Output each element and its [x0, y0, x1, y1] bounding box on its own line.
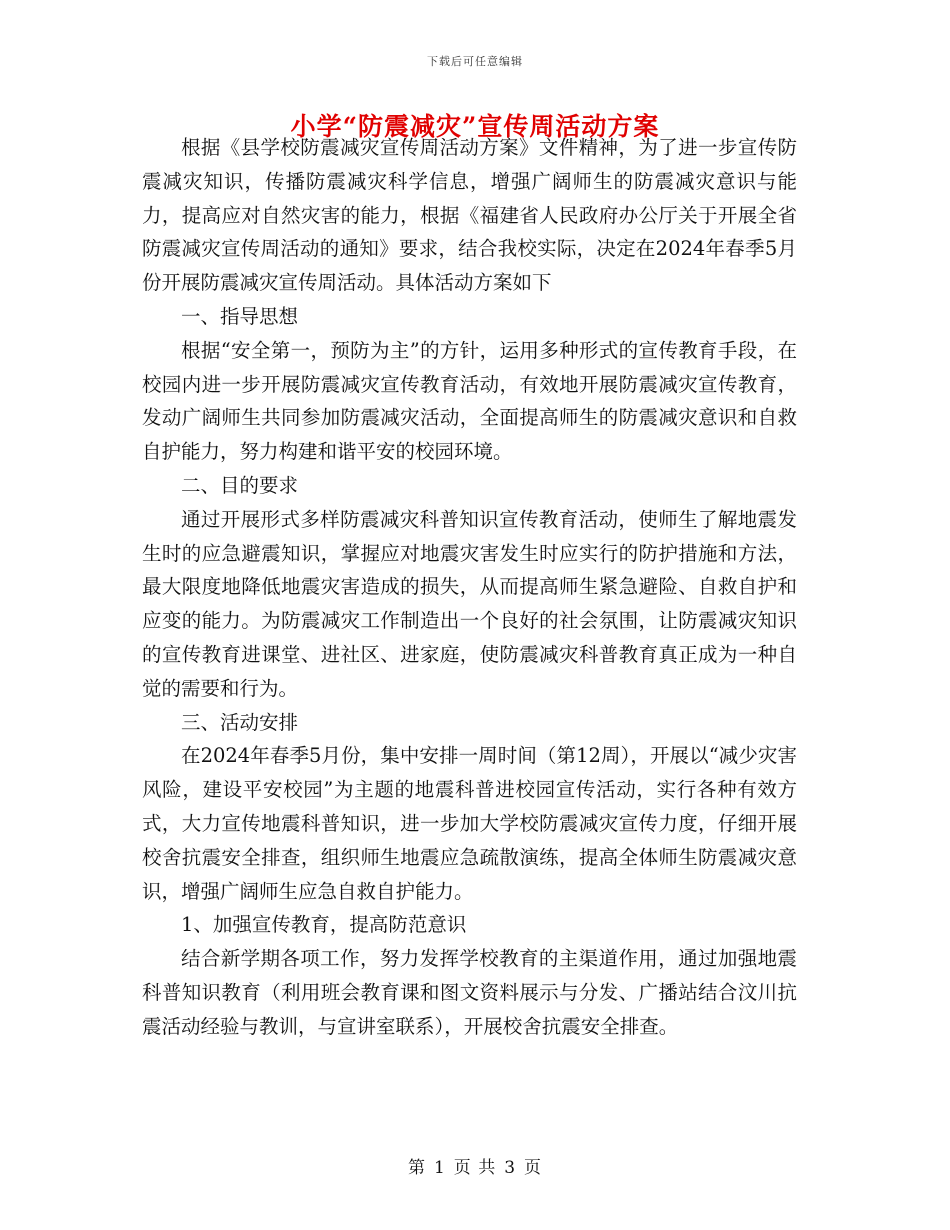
- paragraph-guiding-idea: 根据“安全第一，预防为主”的方针，运用多种形式的宣传教育手段，在校园内进一步开展防震减灾宣传教育活动，有效地开展防震减灾宣传教育，发动广阔师生共同参加防震减灾活动，全面提高师生的防震减灾意识和自救自护能力，努力构建和谐平安的校园环境。: [142, 338, 797, 464]
- paragraph-goals: 通过开展形式多样防震减灾科普知识宣传教育活动，使师生了解地震发生时的应急避震知识，掌握应对地震灾害发生时应实行的防护措施和方法，最大限度地降低地震灾害造成的损失，从而提高师生紧急避险、自救自护和应变的能力。为防震减灾工作制造出一个良好的社会氛围，让防震减灾知识的宣传教育进课堂、进社区、进家庭，使防震减灾科普教育真正成为一种自觉的需要和行为。: [142, 507, 797, 700]
- document-title: 小学“防震减灾”宣传周活动方案: [290, 112, 660, 141]
- header-note: 下载后可任意编辑: [427, 55, 523, 68]
- paragraph-education: 结合新学期各项工作，努力发挥学校教育的主渠道作用，通过加强地震科普知识教育（利用班会教育课和图文资料展示与分发、广播站结合汶川抗震活动经验与教训，与宣讲室联系），开展校舍抗震安全排查。: [142, 947, 797, 1038]
- paragraph-arrangement: 在2024年春季5月份，集中安排一周时间（第12周），开展以“减少灾害风险，建设平安校园”为主题的地震科普进校园宣传活动，实行各种有效方式，大力宣传地震科普知识，进一步加大学校防震减灾宣传力度，仔细开展校舍抗震安全排查，组织师生地震应急疏散演练，提高全体师生防震减灾意识，增强广阔师生应急自救自护能力。: [142, 744, 797, 903]
- document-body: [142, 131, 797, 1044]
- section-heading-3: 三、活动安排: [181, 710, 299, 734]
- footer-total-pages: 3: [504, 1158, 517, 1178]
- footer-page-number: 1: [433, 1158, 446, 1178]
- page-footer: [0, 1153, 950, 1178]
- section-heading-2: 二、目的要求: [181, 473, 299, 497]
- paragraph-intro: 根据《县学校防震减灾宣传周活动方案》文件精神，为了进一步宣传防震减灾知识，传播防震减灾科学信息，增强广阔师生的防震减灾意识与能力，提高应对自然灾害的能力，根据《福建省人民政府办公厅关于开展全省防震减灾宣传周活动的通知》要求，结合我校实际，决定在2024年春季5月份开展防震减灾宣传周活动。具体活动方案如下: [142, 136, 797, 295]
- footer-suffix: 页: [524, 1158, 543, 1178]
- footer-middle: 页 共: [453, 1158, 497, 1178]
- subsection-heading-1: 1、加强宣传教育，提高防范意识: [181, 913, 467, 937]
- section-heading-1: 一、指导思想: [181, 304, 299, 328]
- footer-prefix: 第: [407, 1158, 426, 1178]
